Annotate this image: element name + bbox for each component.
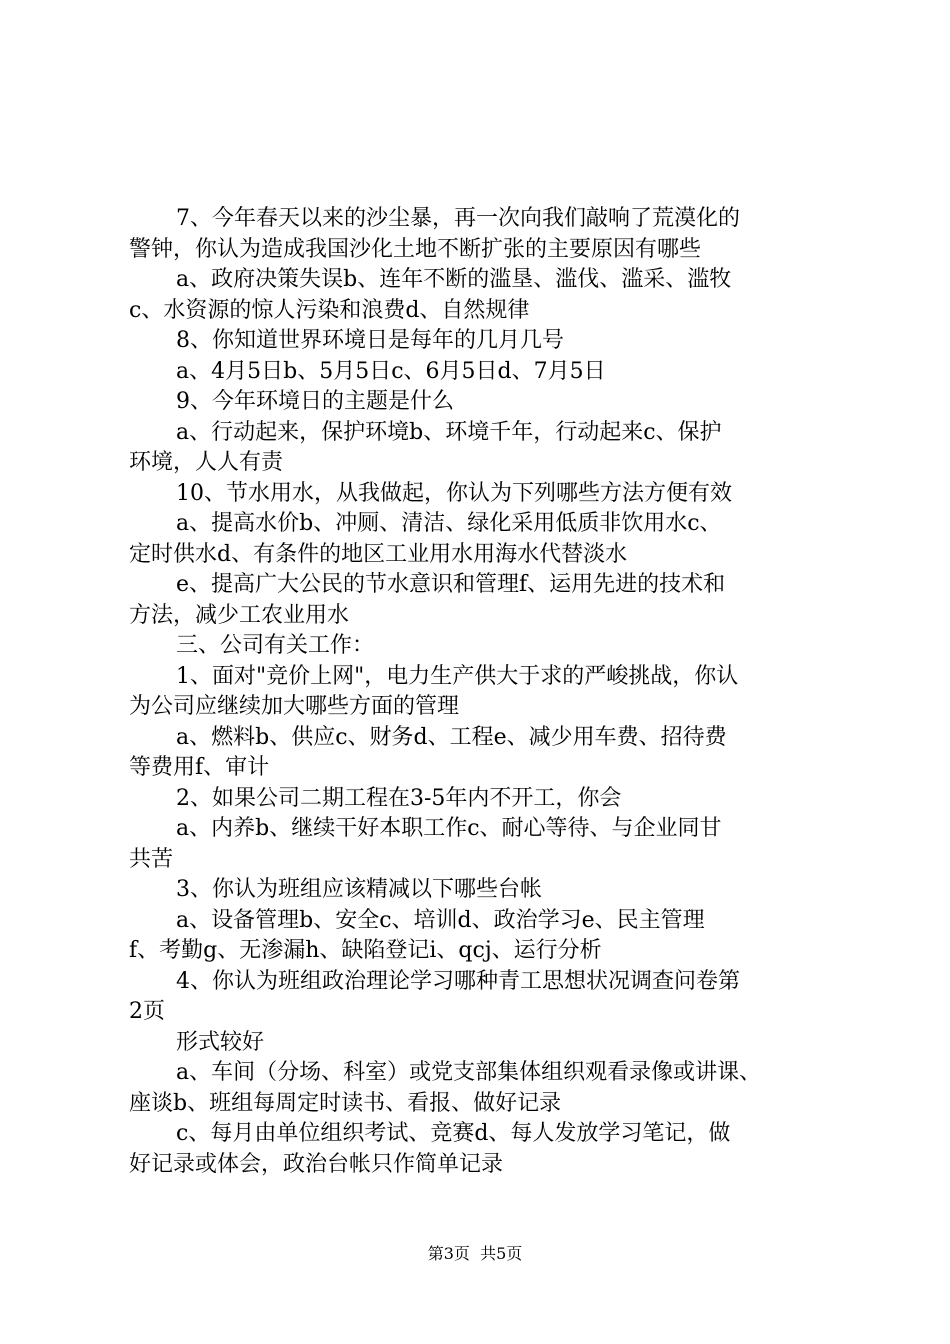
text-line: e、提高广大公民的节水意识和管理f、运用先进的技术和 [176,572,726,597]
document-body [129,204,834,1180]
text-line: 三、公司有关工作： [176,633,375,658]
text-line: a、内养b、继续干好本职工作c、耐心等待、与企业同甘 [176,816,722,841]
text-line: 定时供水d、有条件的地区工业用水用海水代替淡水 [129,541,628,567]
text-line: a、行动起来，保护环境b、环境千年，行动起来c、保护 [176,419,722,445]
text-line: a、政府决策失误b、连年不断的滥垦、滥伐、滥采、滥牧 [176,267,732,292]
text-line: a、设备管理b、安全c、培训d、政治学习e、民主管理 [176,907,705,933]
text-line: 共苦 [129,846,174,872]
text-line: 环境，人人有责 [129,450,284,475]
text-line: 为公司应继续加大哪些方面的管理 [129,694,460,719]
text-line: 好记录或体会，政治台帐只作简单记录 [129,1151,504,1177]
text-line: a、车间（分场、科室）或党支部集体组织观看录像或讲课、 [176,1060,762,1085]
page-footer [0,1244,950,1264]
text-line: 等费用f、审计 [129,755,270,780]
text-line: c、每月由单位组织考试、竞赛d、每人发放学习笔记，做 [176,1121,731,1146]
text-line: 7、今年春天以来的沙尘暴，再一次向我们敲响了荒漠化的 [176,206,740,231]
text-line: 座谈b、班组每周定时读书、看报、做好记录 [129,1090,562,1116]
page-number-label: 第3页 共5页 [427,1244,523,1263]
text-line: 9、今年环境日的主题是什么 [176,389,454,414]
text-line: c、水资源的惊人污染和浪费d、自然规律 [129,297,530,323]
text-line: a、燃料b、供应c、财务d、工程e、减少用车费、招待费 [176,724,727,750]
text-line: 形式较好 [176,1029,265,1055]
text-line: a、4月5日b、5月5日c、6月5日d、7月5日 [176,358,606,384]
text-line: 3、你认为班组应该精减以下哪些台帐 [176,877,542,902]
text-line: 2、如果公司二期工程在3-5年内不开工，你会 [176,785,622,811]
text-line: 1、面对"竞价上网"，电力生产供大于求的严峻挑战，你认 [176,663,739,689]
text-line: a、提高水价b、冲厕、清洁、绿化采用低质非饮用水c、 [176,511,722,536]
text-line: 警钟，你认为造成我国沙化土地不断扩张的主要原因有哪些 [129,236,702,262]
text-line: 8、你知道世界环境日是每年的几月几号 [176,328,564,353]
text-line: 4、你认为班组政治理论学习哪种青工思想状况调查问卷第 [176,968,740,994]
text-line: 2页 [129,999,165,1024]
text-line: f、考勤g、无渗漏h、缺陷登记i、qcj、运行分析 [129,938,602,963]
text-line: 10、节水用水，从我做起，你认为下列哪些方法方便有效 [176,480,732,506]
text-line: 方法，减少工农业用水 [129,602,350,628]
